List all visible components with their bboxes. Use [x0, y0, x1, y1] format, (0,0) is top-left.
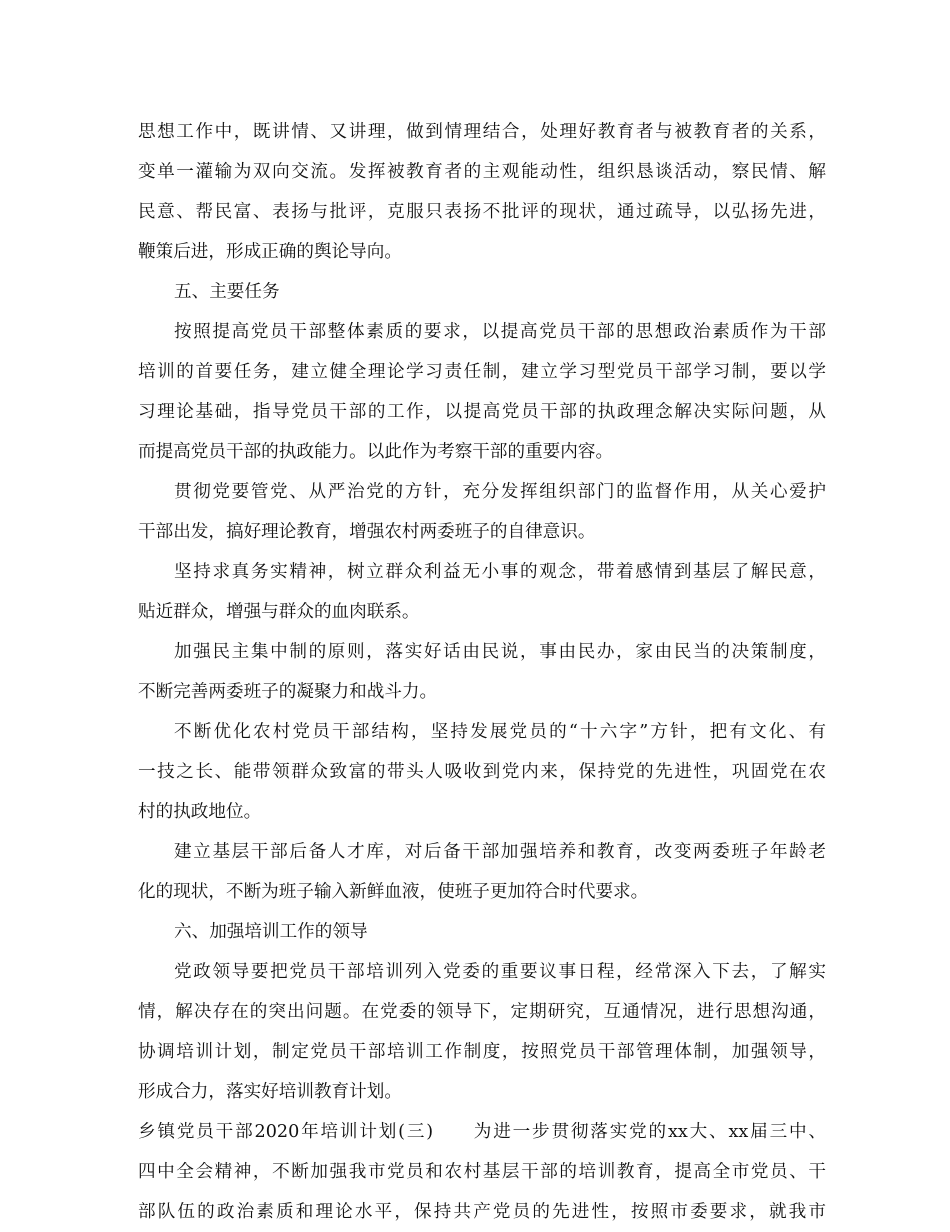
text-line: 化的现状，不断为班子输入新鲜血液，使班子更加符合时代要求。 [138, 882, 649, 902]
text-line: 不断完善两委班子的凝聚力和战斗力。 [138, 682, 438, 702]
text-line: 贯彻党要管党、从严治党的方针，充分发挥组织部门的监督作用，从关心爱护 [174, 482, 826, 502]
text-line: 部队伍的政治素质和理论水平，保持共产党员的先进性，按照市委要求，就我市 [138, 1202, 826, 1222]
text-line: 按照提高党员干部整体素质的要求，以提高党员干部的思想政治素质作为干部 [174, 322, 826, 342]
text-line: 一技之长、能带领群众致富的带头人吸收到党内来，保持党的先进性，巩固党在农 [138, 762, 826, 782]
text-line: 形成合力，落实好培训教育计划。 [138, 1082, 402, 1102]
text-line: 干部出发，搞好理论教育，增强农村两委班子的自律意识。 [138, 522, 596, 542]
text-line: 建立基层干部后备人才库，对后备干部加强培养和教育，改变两委班子年龄老 [174, 842, 826, 862]
text-line: 乡镇党员干部2020年培训计划(三) 为进一步贯彻落实党的xx大、xx届三中、 [138, 1122, 826, 1142]
text-line: 坚持求真务实精神，树立群众利益无小事的观念，带着感情到基层了解民意， [174, 562, 826, 582]
text-line: 不断优化农村党员干部结构，坚持发展党员的“十六字”方针，把有文化、有 [174, 722, 826, 742]
section-heading: 六、加强培训工作的领导 [174, 922, 368, 942]
text-line: 四中全会精神，不断加强我市党员和农村基层干部的培训教育，提高全市党员、干 [138, 1162, 826, 1182]
text-line: 民意、帮民富、表扬与批评，克服只表扬不批评的现状，通过疏导，以弘扬先进， [138, 202, 826, 222]
text-line: 贴近群众，增强与群众的血肉联系。 [138, 602, 420, 622]
text-line: 党政领导要把党员干部培训列入党委的重要议事日程，经常深入下去，了解实 [174, 962, 826, 982]
text-line: 协调培训计划，制定党员干部培训工作制度，按照党员干部管理体制，加强领导， [138, 1042, 826, 1062]
text-line: 思想工作中，既讲情、又讲理，做到情理结合，处理好教育者与被教育者的关系， [138, 122, 826, 142]
text-line: 村的执政地位。 [138, 802, 262, 822]
text-line: 变单一灌输为双向交流。发挥被教育者的主观能动性，组织恳谈活动，察民情、解 [138, 162, 826, 182]
text-line: 鞭策后进，形成正确的舆论导向。 [138, 242, 402, 262]
text-line: 培训的首要任务，建立健全理论学习责任制，建立学习型党员干部学习制，要以学 [138, 362, 826, 382]
text-line: 加强民主集中制的原则，落实好话由民说，事由民办，家由民当的决策制度， [174, 642, 826, 662]
text-line: 而提高党员干部的执政能力。以此作为考察干部的重要内容。 [138, 442, 614, 462]
text-line: 情，解决存在的突出问题。在党委的领导下，定期研究，互通情况，进行思想沟通， [138, 1002, 826, 1022]
text-line: 习理论基础，指导党员干部的工作，以提高党员干部的执政理念解决实际问题，从 [138, 402, 826, 422]
section-heading: 五、主要任务 [174, 282, 280, 302]
